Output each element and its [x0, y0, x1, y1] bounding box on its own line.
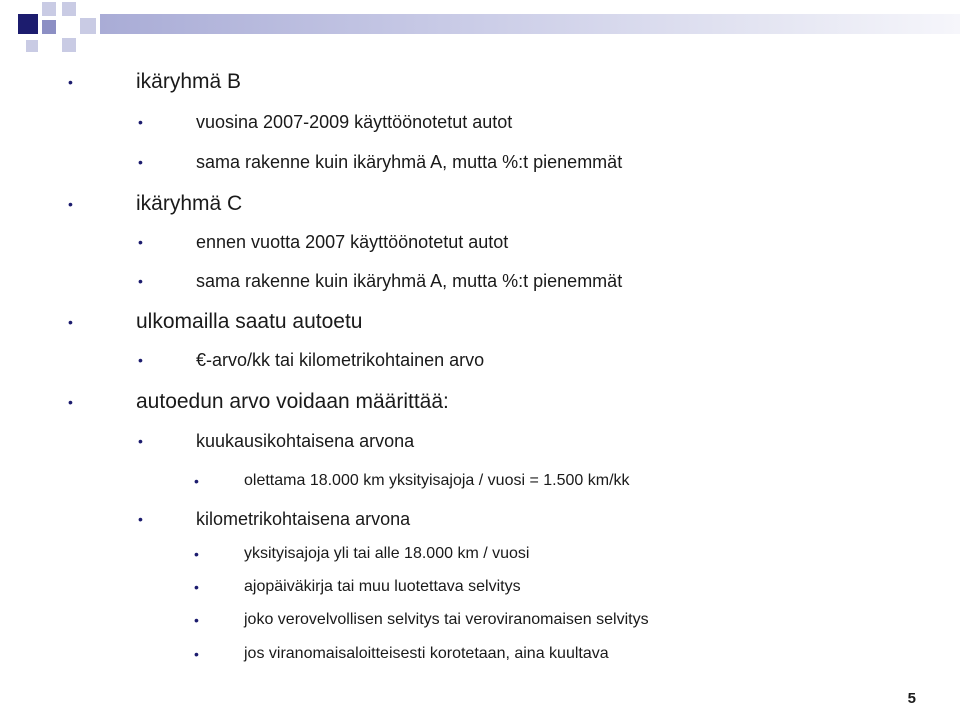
- bullet-text: ajopäiväkirja tai muu luotettava selvitys: [244, 578, 521, 595]
- bullet-text: kuukausikohtaisena arvona: [196, 431, 415, 451]
- bullet-dot: •: [68, 314, 73, 330]
- bullet-text: ikäryhmä C: [136, 192, 243, 215]
- bullet-dot: •: [138, 114, 143, 130]
- bullet-item: [138, 431, 415, 452]
- page-number: 5: [907, 690, 916, 707]
- bullet-text: ulkomailla saatu autoetu: [136, 310, 363, 333]
- bullet-text: sama rakenne kuin ikäryhmä A, mutta %:t pienemmät: [196, 271, 623, 291]
- bullet-item: [68, 192, 243, 216]
- bullet-item: [138, 152, 623, 173]
- bullet-text: ennen vuotta 2007 käyttöönotetut autot: [196, 232, 509, 252]
- bullet-text: autoedun arvo voidaan määrittää:: [136, 390, 449, 413]
- bullet-dot: •: [138, 511, 143, 527]
- bullet-dot: •: [194, 612, 199, 628]
- bullet-text: ikäryhmä B: [136, 70, 242, 93]
- bullet-item: [68, 70, 242, 94]
- bullet-item: [138, 509, 411, 530]
- bullet-item: [138, 232, 509, 253]
- bullet-text: vuosina 2007-2009 käyttöönotetut autot: [196, 112, 513, 132]
- bullet-text: €-arvo/kk tai kilometrikohtainen arvo: [196, 350, 485, 370]
- bullet-item: [194, 545, 530, 563]
- bullet-dot: •: [68, 196, 73, 212]
- bullet-text: joko verovelvollisen selvitys tai veroviranomaisen selvitys: [244, 611, 649, 628]
- bullet-text: jos viranomaisaloitteisesti korotetaan, aina kuultava: [244, 645, 609, 662]
- bullet-item: [138, 271, 623, 292]
- bullet-text: sama rakenne kuin ikäryhmä A, mutta %:t pienemmät: [196, 152, 623, 172]
- bullet-text: olettama 18.000 km yksityisajoja / vuosi = 1.500 km/kk: [244, 472, 630, 489]
- bullet-dot: •: [138, 352, 143, 368]
- bullet-item: [194, 472, 630, 490]
- bullet-item: [68, 390, 449, 414]
- bullet-dot: •: [68, 74, 73, 90]
- bullet-dot: •: [68, 394, 73, 410]
- bullet-text: kilometrikohtaisena arvona: [196, 509, 411, 529]
- bullet-dot: •: [194, 646, 199, 662]
- bullet-dot: •: [138, 154, 143, 170]
- bullet-dot: •: [194, 473, 199, 489]
- bullet-item: [68, 310, 363, 334]
- bullet-dot: •: [194, 579, 199, 595]
- bullet-item: [194, 578, 521, 596]
- bullet-text: yksityisajoja yli tai alle 18.000 km / vuosi: [244, 545, 530, 562]
- bullet-dot: •: [138, 234, 143, 250]
- bullet-dot: •: [138, 433, 143, 449]
- bullet-item: [138, 112, 513, 133]
- bullet-item: [138, 350, 485, 371]
- bullet-dot: •: [138, 273, 143, 289]
- bullet-item: [194, 645, 609, 663]
- bullet-item: [194, 611, 649, 629]
- bullet-dot: •: [194, 546, 199, 562]
